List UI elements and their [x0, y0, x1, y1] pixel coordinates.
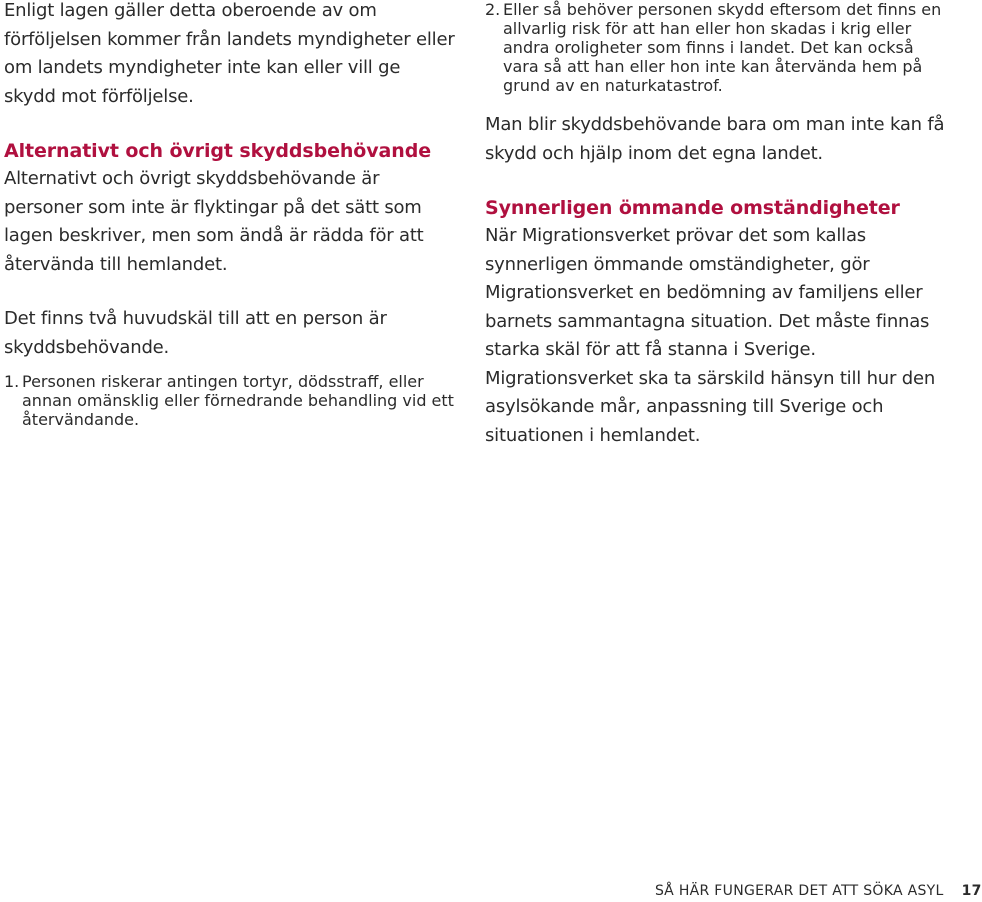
exceptional-circumstances-heading: Synnerligen ömmande omständigheter — [485, 197, 900, 219]
left-column — [4, 0, 456, 429]
intro-paragraph: Enligt lagen gäller detta oberoende av om förföljelsen kommer från landets myndigheter eller om landets myndigheter inte kan eller vill ge skydd mot förföljelse. — [4, 0, 455, 107]
exceptional-circumstances-paragraph: När Migrationsverket prövar det som kallas synnerligen ömmande omständigheter, gör Migrationsverket en bedömning av familjens eller barnets sammantagna situation. Det måste finnas starka skäl för att få stanna i Sverige. Migrationsverket ska ta särskild hänsyn till hur den asylsökande mår, anpassning till Sverige och situationen i hemlandet. — [485, 225, 936, 446]
reasons-intro-paragraph: Det finns två huvudskäl till att en person är skyddsbehövande. — [4, 308, 387, 358]
list-text: Personen riskerar antingen tortyr, dödsstraff, eller annan omänsklig eller förnedrande behandling vid ett återvändande. — [22, 372, 454, 429]
page-footer — [655, 880, 982, 902]
list-text: Eller så behöver personen skydd eftersom det finns en allvarlig risk för att han eller hon skadas i krig eller andra oroligheter som finns i landet. Det kan också vara så att han eller hon inte kan återvända hem på grund av en naturkatastrof. — [503, 0, 942, 95]
list-number: 1. — [4, 372, 20, 391]
protection-note-paragraph: Man blir skyddsbehövande bara om man inte kan få skydd och hjälp inom det egna landet. — [485, 114, 945, 164]
alternative-protection-heading: Alternativt och övrigt skyddsbehövande — [4, 140, 431, 162]
footer-title: SÅ HÄR FUNGERAR DET ATT SÖKA ASYL — [655, 883, 944, 899]
reason-list-item-1 — [4, 372, 456, 429]
page-number: 17 — [961, 883, 982, 899]
alternative-protection-paragraph: Alternativt och övrigt skyddsbehövande är personer som inte är flyktingar på det sätt som lagen beskriver, men som ändå är rädda för att återvända till hemlandet. — [4, 168, 424, 275]
right-column — [485, 0, 945, 450]
reason-list-item-2 — [485, 0, 945, 95]
list-number: 2. — [485, 0, 501, 19]
